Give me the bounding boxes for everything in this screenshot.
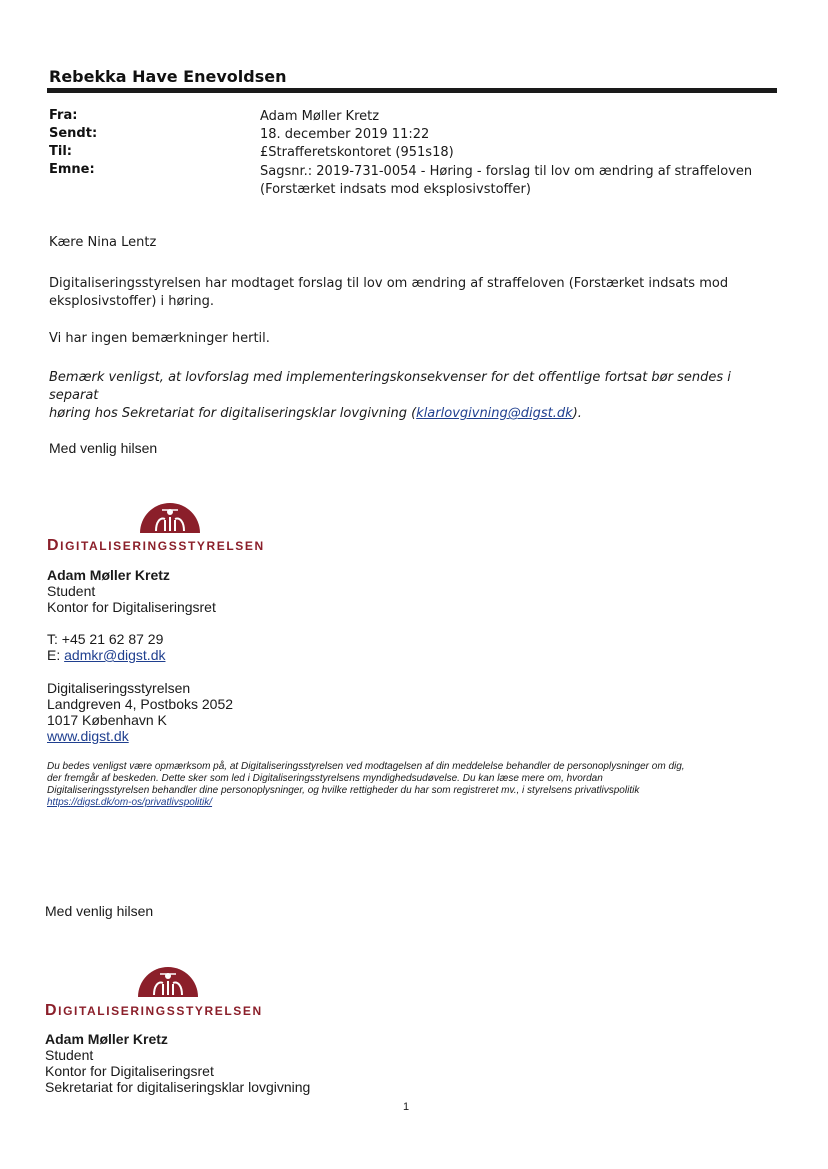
privacy-policy-link[interactable]: https://digst.dk/om-os/privatlivspolitik/	[47, 797, 213, 808]
org-name: Digitaliseringsstyrelsen	[47, 680, 191, 696]
privacy-disclaimer	[47, 761, 767, 809]
brand-initial-2: D	[45, 1002, 59, 1019]
brand-rest-2: IGITALISERINGSSTYRELSEN	[58, 1004, 263, 1018]
address-block	[47, 680, 233, 744]
sent-label: Sendt:	[49, 126, 98, 141]
address-line-2: 1017 København K	[47, 712, 167, 728]
brand-wordmark-2	[45, 1002, 263, 1020]
header-rule	[47, 88, 777, 93]
signature-title-2: Student	[45, 1047, 94, 1063]
signature-unit-2: Sekretariat for digitaliseringsklar lovgivning	[45, 1079, 311, 1095]
page-number: 1	[403, 1101, 410, 1113]
contact-block	[47, 631, 165, 663]
greeting: Kære Nina Lentz	[49, 235, 157, 250]
paragraph-2: Vi har ingen bemærkninger hertil.	[49, 331, 270, 346]
brand-rest: IGITALISERINGSSTYRELSEN	[60, 539, 265, 553]
signature-name-2: Adam Møller Kretz	[45, 1031, 168, 1047]
crown-logo-icon	[138, 498, 202, 534]
brand-initial: D	[47, 537, 61, 554]
paragraph-3-suffix: ).	[572, 406, 582, 421]
paragraph-3	[49, 369, 749, 423]
paragraph-1-line-1: Digitaliseringsstyrelsen har modtaget forslag til lov om ændring af straffeloven (Forstærket indsats mod	[49, 276, 729, 291]
paragraph-3-prefix: høring hos Sekretariat for digitaliseringsklar lovgivning (	[49, 406, 417, 421]
to-label: Til:	[49, 144, 72, 159]
paragraph-3-line-2	[49, 405, 749, 423]
signature-block-2	[45, 1031, 310, 1095]
phone-number: T: +45 21 62 87 29	[47, 631, 164, 647]
paragraph-1	[49, 275, 749, 311]
signature-name: Adam Møller Kretz	[47, 567, 170, 583]
signature-title: Student	[47, 583, 96, 599]
email-line	[47, 647, 165, 663]
sender-name: Rebekka Have Enevoldsen	[49, 67, 287, 86]
signature-block-1	[47, 567, 216, 615]
crown-logo-icon-2	[136, 962, 200, 998]
klarlovgivning-email-link[interactable]: klarlovgivning@digst.dk	[416, 406, 573, 421]
disclaimer-line-1: Du bedes venligst være opmærksom på, at Digitaliseringsstyrelsen ved modtagelsen af din meddelelse behandler de personoplysninger om dig,	[47, 761, 685, 772]
paragraph-3-line-1: Bemærk venligst, at lovforslag med implementeringskonsekvenser for det offentlige fortsat bør sendes i separat	[49, 370, 731, 403]
signature-office: Kontor for Digitaliseringsret	[47, 599, 216, 615]
subject-label: Emne:	[49, 162, 95, 177]
address-line-1: Landgreven 4, Postboks 2052	[47, 696, 234, 712]
from-value: Adam Møller Kretz	[260, 109, 380, 124]
email-link[interactable]: admkr@digst.dk	[64, 647, 166, 663]
subject-line-1: Sagsnr.: 2019-731-0054 - Høring - forslag til lov om ændring af straffeloven	[260, 164, 753, 179]
email-prefix: E:	[47, 647, 65, 663]
closing-2: Med venlig hilsen	[45, 903, 154, 919]
website-link[interactable]: www.digst.dk	[47, 728, 129, 744]
subject-line-2: (Forstærket indsats mod eksplosivstoffer)	[260, 182, 531, 197]
paragraph-1-line-2: eksplosivstoffer) i høring.	[49, 294, 215, 309]
brand-wordmark	[47, 537, 265, 555]
subject-value	[260, 163, 760, 199]
signature-office-2: Kontor for Digitaliseringsret	[45, 1063, 214, 1079]
closing-1: Med venlig hilsen	[49, 440, 158, 456]
disclaimer-line-3: Digitaliseringsstyrelsen behandler dine personoplysninger, og hvilke rettigheder du har som registreret mv., i styrelsens privatlivspolitik	[47, 785, 640, 796]
to-value: £Strafferetskontoret (951s18)	[260, 145, 454, 160]
disclaimer-line-2: der fremgår af beskeden. Dette sker som led i Digitaliseringsstyrelsens myndighedsudøvelse. Du kan læse mere om, hvordan	[47, 773, 603, 784]
sent-value: 18. december 2019 11:22	[260, 127, 430, 142]
from-label: Fra:	[49, 108, 78, 123]
